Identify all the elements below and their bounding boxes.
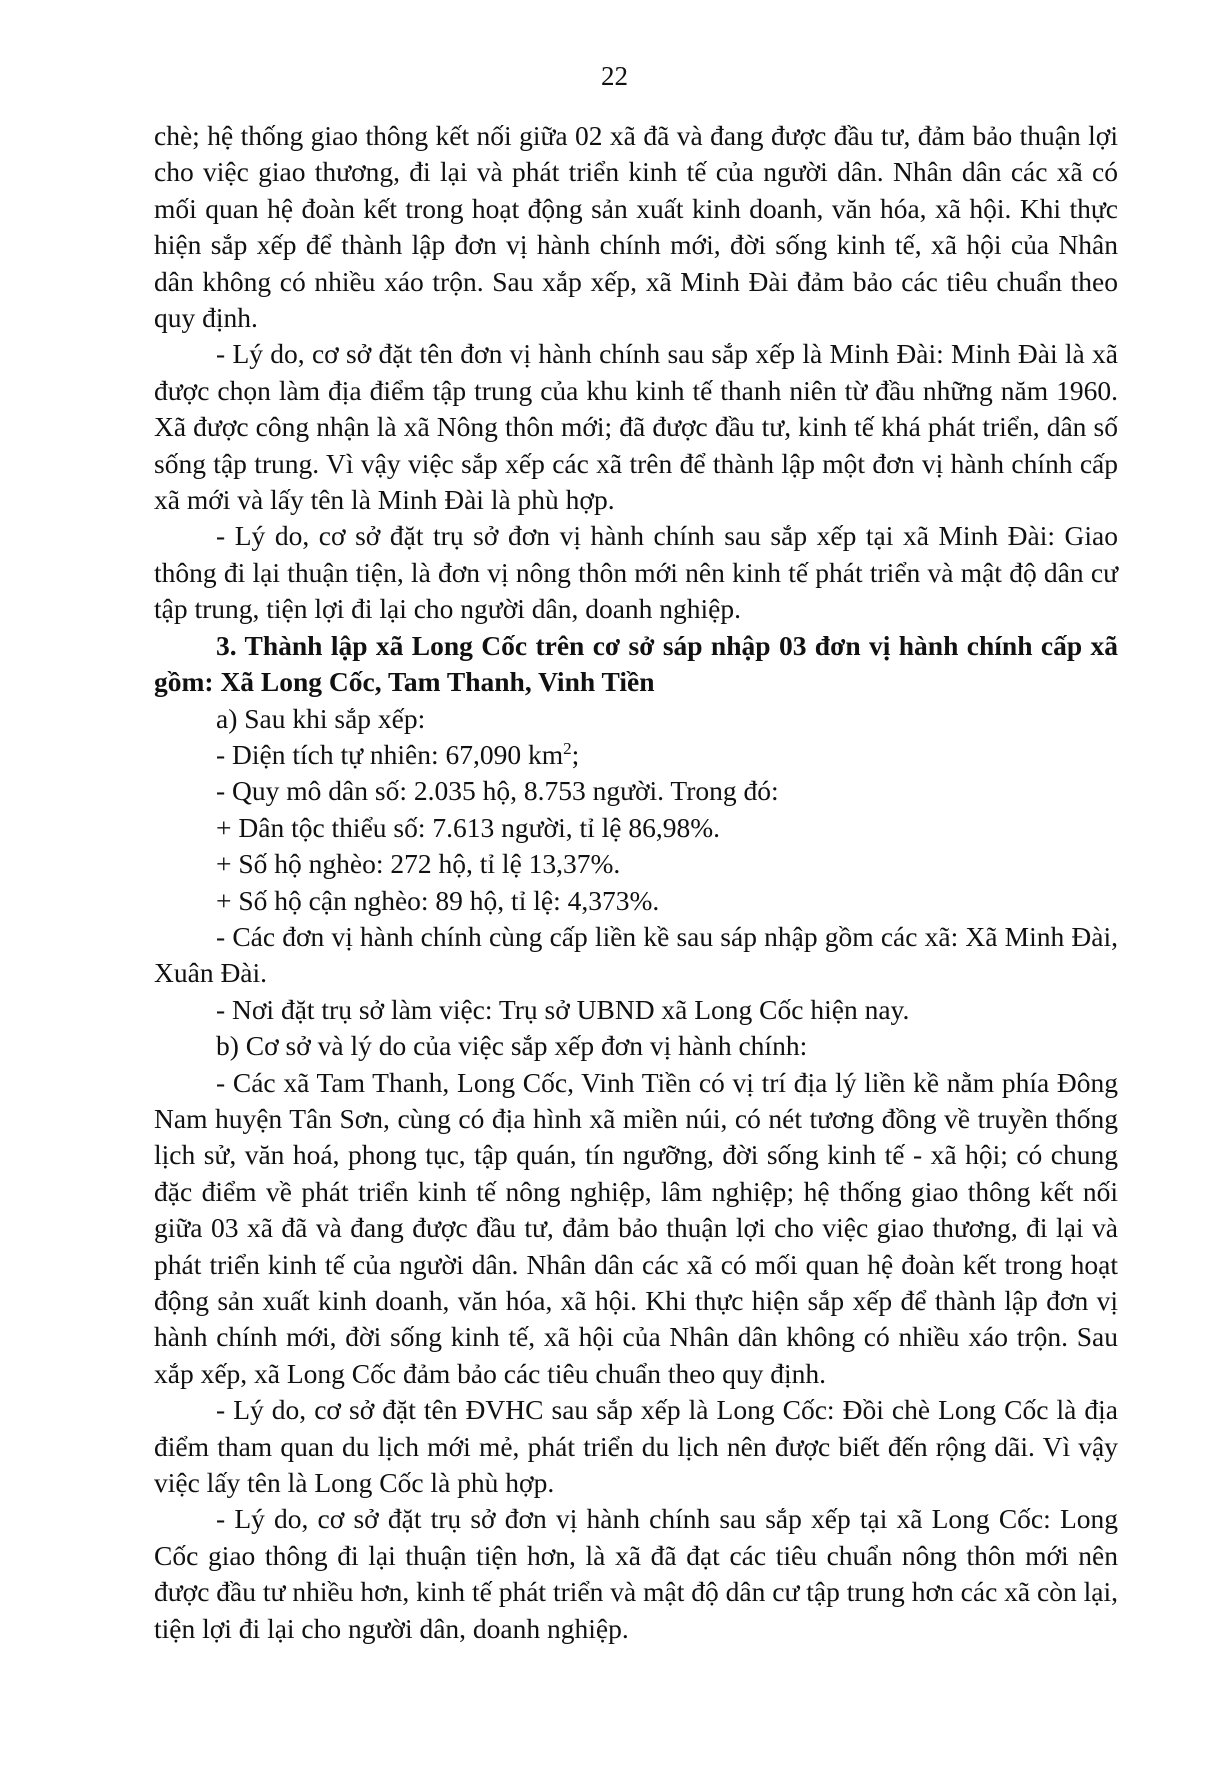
paragraph-minh-dai-office-reason: - Lý do, cơ sở đặt trụ sở đơn vị hành chính sau sắp xếp tại xã Minh Đài: Giao thông đi lại thuận tiện, là đơn vị nông thôn mới nên kinh tế phát triển và mật độ dân cư tập trung, tiện lợi đi lại cho người dân, doanh nghiệp. — [154, 520, 1118, 625]
area-line — [154, 737, 1118, 773]
page-number: 22 — [601, 61, 628, 91]
area-text: - Diện tích tự nhiên: 67,090 km — [216, 738, 564, 770]
paragraph-minh-dai-name-reason: - Lý do, cơ sở đặt tên đơn vị hành chính sau sắp xếp là Minh Đài: Minh Đài là xã được chọn làm địa điểm tập trung của khu kinh tế thanh niên từ đầu những năm 1960. Xã được công nhận là xã Nông thôn mới; đã được đầu tư, kinh tế khá phát triển, dân số sống tập trung. Vì vậy việc sắp xếp các xã trên để thành lập một đơn vị hành chính cấp xã mới và lấy tên là Minh Đài là phù hợp. — [154, 338, 1118, 516]
paragraph-long-coc-name-reason: - Lý do, cơ sở đặt tên ĐVHC sau sắp xếp là Long Cốc: Đồi chè Long Cốc là địa điểm tham quan du lịch mới mẻ, phát triển du lịch nên được biết đến rộng dãi. Vì vậy việc lấy tên là Long Cốc là phù hợp. — [154, 1394, 1118, 1499]
section-heading-long-coc: 3. Thành lập xã Long Cốc trên cơ sở sáp nhập 03 đơn vị hành chính cấp xã gồm: Xã Long Cốc, Tam Thanh, Vinh Tiền — [154, 629, 1118, 698]
subsection-a-label: a) Sau khi sắp xếp: — [216, 702, 426, 734]
ethnic-minority-line: + Dân tộc thiểu số: 7.613 người, tỉ lệ 86,98%. — [216, 811, 720, 843]
poor-households-line: + Số hộ nghèo: 272 hộ, tỉ lệ 13,37%. — [216, 848, 621, 880]
document-body — [154, 118, 1118, 1647]
paragraph-continuation: chè; hệ thống giao thông kết nối giữa 02 xã đã và đang được đầu tư, đảm bảo thuận lợi cho việc giao thương, đi lại và phát triển kinh tế của người dân. Nhân dân các xã có mối quan hệ đoàn kết trong hoạt động sản xuất kinh doanh, văn hóa, xã hội. Khi thực hiện sắp xếp để thành lập đơn vị hành chính mới, đời sống kinh tế, xã hội của Nhân dân không có nhiều xáo trộn. Sau xắp xếp, xã Minh Đài đảm bảo các tiêu chuẩn theo quy định. — [154, 120, 1118, 334]
paragraph-long-coc-basis: - Các xã Tam Thanh, Long Cốc, Vinh Tiền có vị trí địa lý liền kề nằm phía Đông Nam huyện Tân Sơn, cùng có địa hình xã miền núi, có nét tương đồng về truyền thống lịch sử, văn hoá, phong tục, tập quán, tín ngưỡng, đời sống kinh tế - xã hội; có chung đặc điểm về phát triển kinh tế nông nghiệp, lâm nghiệp; hệ thống giao thông kết nối giữa 03 xã đã và đang được đầu tư, đảm bảo thuận lợi cho việc giao thương, đi lại và phát triển kinh tế của người dân. Nhân dân các xã có mối quan hệ đoàn kết trong hoạt động sản xuất kinh doanh, văn hóa, xã hội. Khi thực hiện sắp xếp để thành lập đơn vị hành chính mới, đời sống kinh tế, xã hội của Nhân dân không có nhiều xáo trộn. Sau xắp xếp, xã Long Cốc đảm bảo các tiêu chuẩn theo quy định. — [154, 1066, 1118, 1389]
area-suffix: ; — [571, 738, 580, 770]
area-superscript: 2 — [563, 738, 572, 758]
population-line: - Quy mô dân số: 2.035 hộ, 8.753 người. Trong đó: — [216, 775, 779, 807]
adjacent-units-line: - Các đơn vị hành chính cùng cấp liền kề sau sáp nhập gồm các xã: Xã Minh Đài, Xuân Đài. — [154, 920, 1118, 989]
near-poor-households-line: + Số hộ cận nghèo: 89 hộ, tỉ lệ: 4,373%. — [216, 884, 660, 916]
subsection-b-label: b) Cơ sở và lý do của việc sắp xếp đơn vị hành chính: — [216, 1030, 808, 1062]
office-location-line: - Nơi đặt trụ sở làm việc: Trụ sở UBND xã Long Cốc hiện nay. — [216, 993, 910, 1025]
paragraph-long-coc-office-reason: - Lý do, cơ sở đặt trụ sở đơn vị hành chính sau sắp xếp tại xã Long Cốc: Long Cốc giao thông đi lại thuận tiện hơn, là xã đã đạt các tiêu chuẩn nông thôn mới nên được đầu tư nhiều hơn, kinh tế phát triển và mật độ dân cư tập trung hơn các xã còn lại, tiện lợi đi lại cho người dân, doanh nghiệp. — [154, 1503, 1118, 1644]
